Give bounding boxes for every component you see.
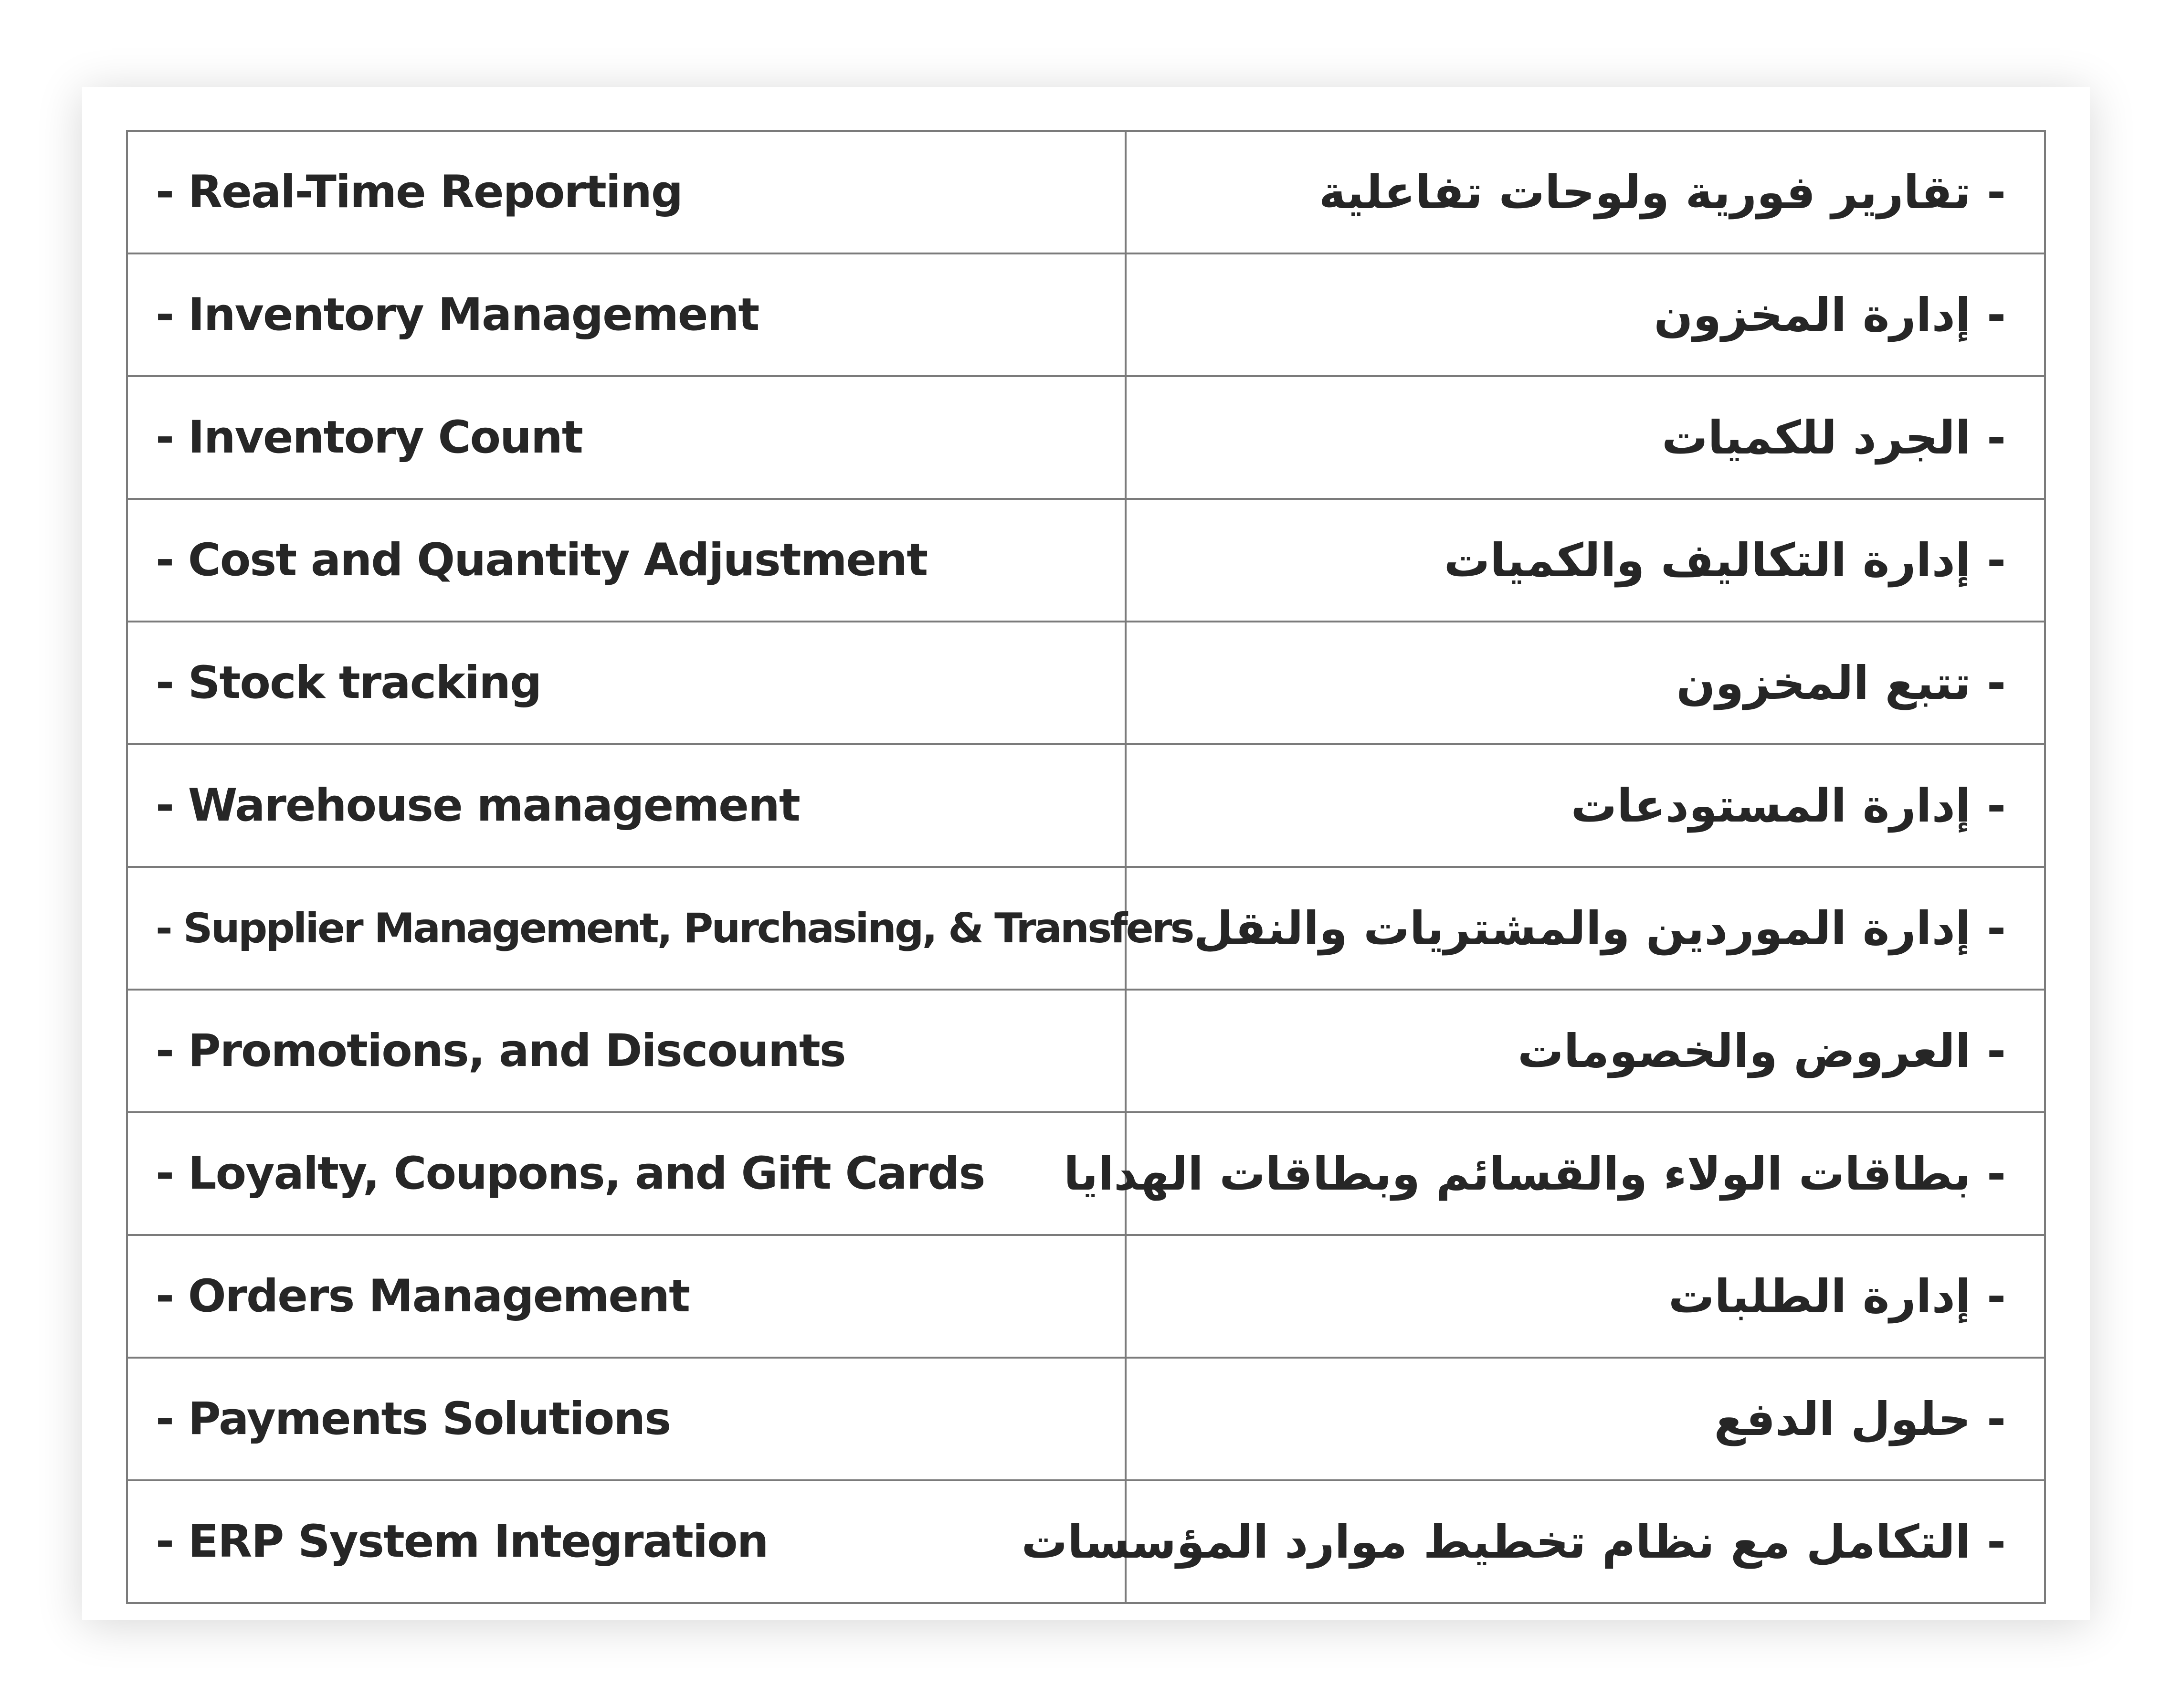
table-row — [127, 376, 2045, 499]
feature-english: - Loyalty, Coupons, and Gift Cards — [127, 1112, 1126, 1235]
feature-arabic: - التكامل مع نظام تخطيط موارد المؤسسات — [1126, 1480, 2045, 1603]
table-row — [127, 990, 2045, 1112]
feature-english: - Real-Time Reporting — [127, 131, 1126, 253]
feature-arabic: - العروض والخصومات — [1126, 990, 2045, 1112]
table-row — [127, 1112, 2045, 1235]
feature-arabic: - إدارة المخزون — [1126, 253, 2045, 376]
table-row — [127, 622, 2045, 744]
feature-arabic: - حلول الدفع — [1126, 1358, 2045, 1480]
feature-english: - Payments Solutions — [127, 1358, 1126, 1480]
feature-arabic: - إدارة المستودعات — [1126, 744, 2045, 867]
feature-english: - Cost and Quantity Adjustment — [127, 499, 1126, 622]
table-row — [127, 744, 2045, 867]
feature-card — [82, 87, 2090, 1620]
feature-english: - Promotions, and Discounts — [127, 990, 1126, 1112]
table-row — [127, 1480, 2045, 1603]
feature-english: - Inventory Count — [127, 376, 1126, 499]
feature-arabic: - بطاقات الولاء والقسائم وبطاقات الهدايا — [1126, 1112, 2045, 1235]
feature-english: - Orders Management — [127, 1235, 1126, 1358]
table-row — [127, 1235, 2045, 1358]
table-row — [127, 1358, 2045, 1480]
feature-arabic: - إدارة الطلبات — [1126, 1235, 2045, 1358]
feature-arabic: - الجرد للكميات — [1126, 376, 2045, 499]
feature-english: - Stock tracking — [127, 622, 1126, 744]
table-row — [127, 253, 2045, 376]
feature-english: - Inventory Management — [127, 253, 1126, 376]
features-table — [126, 130, 2046, 1604]
table-row — [127, 867, 2045, 990]
feature-arabic: - تتبع المخزون — [1126, 622, 2045, 744]
feature-english: - ERP System Integration — [127, 1480, 1126, 1603]
feature-arabic: - إدارة الموردين والمشتريات والنقل — [1126, 867, 2045, 990]
feature-english: - Warehouse management — [127, 744, 1126, 867]
table-row — [127, 499, 2045, 622]
feature-english: - Supplier Management, Purchasing, & Transfers — [127, 867, 1126, 990]
feature-arabic: - إدارة التكاليف والكميات — [1126, 499, 2045, 622]
table-row — [127, 131, 2045, 253]
feature-arabic: - تقارير فورية ولوحات تفاعلية — [1126, 131, 2045, 253]
